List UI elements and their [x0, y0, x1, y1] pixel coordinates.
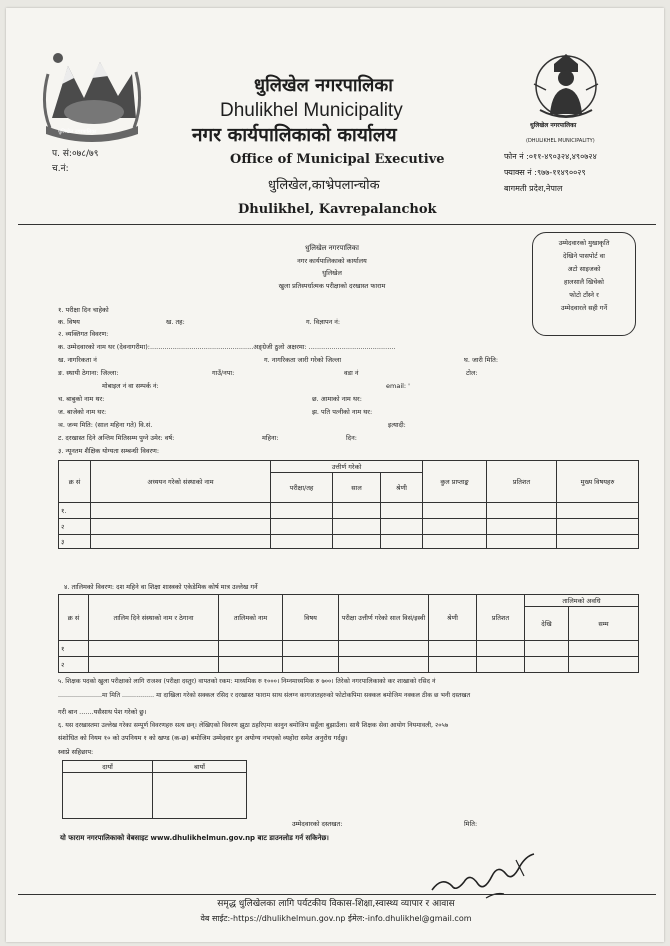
table-row[interactable]: ३	[59, 535, 639, 549]
declaration-paragraph-2: संशोधित को नियम १० को उपनियम १ को खण्ड (क-छ) बमोजिम उम्मेदवार हुन अयोग्य नभएको व्यहोरा समेत अनुरोध गर्दछु।	[58, 734, 348, 742]
address-english: Dhulikhel, Kavrepalanchok	[238, 202, 437, 217]
train-col-subject: विषय	[283, 595, 339, 641]
field-etc: इत्यादी:	[388, 421, 406, 429]
table-row[interactable]: १.	[59, 503, 639, 519]
field-municipality[interactable]: गाउँ/नपा:	[212, 369, 235, 377]
training-section-title: ४. तालिमको विवरण: दश महिने वा शिक्षा शास्त्रको एकेडेमिक कोर्ष मात्र उल्लेख गर्ने	[64, 583, 258, 591]
edu-col-institution: अध्ययन गरेको संस्थाको नाम	[91, 461, 271, 503]
edu-col-passed: उत्तीर्ण गरेको	[271, 461, 423, 473]
thumbprint-table	[62, 760, 247, 819]
train-col-division: श्रेणी	[429, 595, 477, 641]
website-note: यो फाराम नगरपालिकाको वेबसाइट www.dhulikhelmun.gov.np बाट डाउनलोड गर्न सकिनेछ।	[60, 834, 329, 842]
office-nepali: नगर कार्यपालिकाको कार्यालय	[192, 124, 397, 146]
declaration-paragraph: ६. यस दरखास्तमा उल्लेख गरेका सम्पूर्ण विवरणहरु सत्य छन्। लेखिएको विवरण झुठा ठहरिएमा कानुन बमोजिम सहुँला बुझाउँला। साथै शिक्षक सेवा आयोग नियमावली, २०५७	[58, 722, 449, 729]
train-col-to: सम्म	[569, 607, 639, 641]
fee-paragraph: ५. शिक्षक पदको खुला परीक्षाको लागि राजश्व (परीक्षा दस्तुर) वापतको रकम: माध्यमिक रु १०००। निम्नमाध्यमिक रु ७००। तिरेको नगरपालिकाको कर शाखाको रसिद नं	[58, 678, 436, 685]
field-citizenship[interactable]: ख. नागरिकता नं	[58, 356, 97, 364]
field-dob[interactable]: ञ. जन्म मिति: (साल महिना गते) वि.सं.	[58, 421, 153, 429]
table-row[interactable]: १	[59, 641, 639, 657]
field-age[interactable]: ट. दरखास्त दिने अन्तिम मितिसम्म पुग्ने उमेर: वर्ष:	[58, 434, 175, 442]
photo-box-line: देखिने पासपोर्ट वा	[563, 252, 605, 260]
thumb-right-box[interactable]	[63, 773, 153, 819]
edu-col-total-marks: कुल प्राप्ताङ्क	[423, 461, 487, 503]
photo-box-line: उम्मेदवारले सही गर्ने	[560, 304, 608, 312]
footer-slogan: समृद्ध धुलिखेलका लागि पर्यटकीय विकास-शिक्षा,स्वास्थ्य व्यापार र आवास	[217, 899, 455, 909]
field-exam: १. परीक्षा दिन चाहेको	[58, 306, 109, 314]
field-advertisement[interactable]: ग. विज्ञापन नं:	[306, 318, 341, 326]
reference-number: प. सं:०७८/७९	[52, 149, 99, 159]
field-mother[interactable]: छ. आमाको नाम थर:	[312, 395, 362, 403]
table-row[interactable]: २	[59, 657, 639, 673]
dispatch-number: च.नं:	[52, 164, 69, 174]
address-nepali: धुलिखेल,काभ्रेपलान्चोक	[268, 178, 380, 193]
education-section-title: ३. न्यूनतम शैक्षिक योग्यता सम्बन्धी विवरण:	[58, 447, 160, 455]
office-english: Office of Municipal Executive	[230, 152, 445, 167]
field-issue-date[interactable]: घ. जारी मिति:	[464, 356, 499, 364]
right-logo-text-en: (DHULIKHEL MUNICIPALITY)	[526, 138, 595, 144]
train-col-year: परीक्षा उत्तीर्ण गरेको साल विसं/इस्वी	[339, 595, 429, 641]
field-personal: २. व्यक्तिगत विवरण:	[58, 330, 109, 338]
application-form-page	[6, 8, 664, 942]
title-english: Dhulikhel Municipality	[220, 100, 403, 121]
thumb-right: दायाँ	[63, 761, 153, 773]
field-day[interactable]: दिन:	[346, 434, 357, 442]
fax-number: फ्याक्स नं :९७७-११४९००२९	[504, 168, 586, 177]
right-logo-text-ne: धुलिखेल नगरपालिका	[530, 122, 577, 129]
field-mobile[interactable]: मोबाइल नं वा सम्पर्क नं:	[102, 382, 159, 390]
field-address[interactable]: ङ. स्थायी ठेगाना: जिल्ला:	[58, 369, 119, 377]
footer-contact: वेब साईट:-https://dhulikhelmun.gov.np ईमेल:-info.dhulikhel@gmail.com	[200, 914, 472, 923]
municipality-deity-logo	[526, 50, 606, 130]
photo-box	[532, 232, 636, 336]
thumb-left-box[interactable]	[153, 773, 247, 819]
train-col-sn: क्र सं	[59, 595, 89, 641]
form-heading-3: धुलिखेल	[322, 269, 342, 277]
field-spouse[interactable]: झ. पति पत्नीको नाम थर:	[312, 408, 373, 416]
thumb-left: बायाँ	[153, 761, 247, 773]
edu-col-division: श्रेणी	[381, 473, 423, 503]
field-candidate-name[interactable]: क. उम्मेदवारको नाम थर (देवनागरीमा):..................................................अङ्ग्रेजी ठुलो अक्षरमा: ..........................................	[58, 343, 396, 351]
train-col-percent: प्रतिशत	[477, 595, 525, 641]
edu-col-sn: क्र सं	[59, 461, 91, 503]
table-row[interactable]: २	[59, 519, 639, 535]
field-level[interactable]: ख. तह:	[166, 318, 185, 326]
field-subject[interactable]: क. विषय	[58, 318, 80, 326]
training-table	[58, 594, 639, 673]
thumbprint-label: स्वाप्ने सहिछाप:	[58, 748, 94, 756]
nepal-emblem-logo	[38, 44, 146, 144]
education-table	[58, 460, 639, 549]
phone-number: फोन नं :०११-४९०३२४,४९०७२४	[504, 152, 597, 161]
fee-paragraph-3: गरी बान .......यसैसाथ पेश गरेको छु।	[58, 708, 147, 716]
photo-box-line: अटो साइजको	[567, 265, 601, 273]
train-col-from: देखि	[525, 607, 569, 641]
edu-col-percent: प्रतिशत	[487, 461, 557, 503]
edu-col-level: परीक्षा/तह	[271, 473, 333, 503]
edu-col-subjects: मुख्य विषयहरु	[557, 461, 639, 503]
date-label: मिति:	[464, 820, 478, 828]
field-tole[interactable]: टोल:	[466, 369, 478, 377]
header-divider	[18, 224, 656, 225]
photo-box-line: हालसालै खिचेको	[564, 278, 604, 286]
field-grandfather[interactable]: ज. बाजेको नाम थर:	[58, 408, 107, 416]
photo-box-line: फोटो टाँस्ने र	[569, 291, 599, 299]
form-heading-1: धुलिखेल नगरपालिका	[305, 244, 359, 252]
train-col-duration: तालिमको अवधि	[525, 595, 639, 607]
signature-label: उम्मेदवारको दस्तखत:	[292, 820, 343, 828]
deity-icon	[526, 50, 606, 120]
photo-box-line: उम्मेदवारको मुखाकृति	[558, 239, 610, 247]
province-text: बागमती प्रदेश,नेपाल	[504, 184, 563, 193]
left-logo-text: धुलिखेल नगरपालिका	[58, 129, 97, 135]
form-heading-4: खुला प्रतिस्पर्धात्मक परीक्षाको दरखास्त फाराम	[278, 282, 386, 290]
field-email[interactable]: email: '	[386, 382, 410, 390]
field-father[interactable]: च. बाबुको नाम थर:	[58, 395, 105, 403]
field-issue-district[interactable]: ग. नागरिकता जारी गरेको जिल्ला	[264, 356, 342, 364]
train-col-name: तालिमको नाम	[219, 595, 283, 641]
title-nepali: धुलिखेल नगरपालिका	[254, 75, 393, 96]
footer-divider	[18, 894, 656, 895]
field-ward[interactable]: वडा नं	[344, 369, 359, 377]
field-month[interactable]: महिना:	[262, 434, 279, 442]
fee-paragraph-2: ......................मा मिति ................ मा दाखिला गरेको सक्कल रसिद र दरखास्त फाराम साथ संलग्न कागजातहरुको फोटोकपिमा सक्कल बमोजिम नक्कल ठीक छ भनी दस्तखत	[58, 692, 471, 699]
edu-col-year: साल	[333, 473, 381, 503]
train-col-institution: तालिम दिने संस्थाको नाम र ठेगाना	[89, 595, 219, 641]
form-heading-2: नगर कार्यपालिकाको कार्यालय	[297, 257, 367, 265]
